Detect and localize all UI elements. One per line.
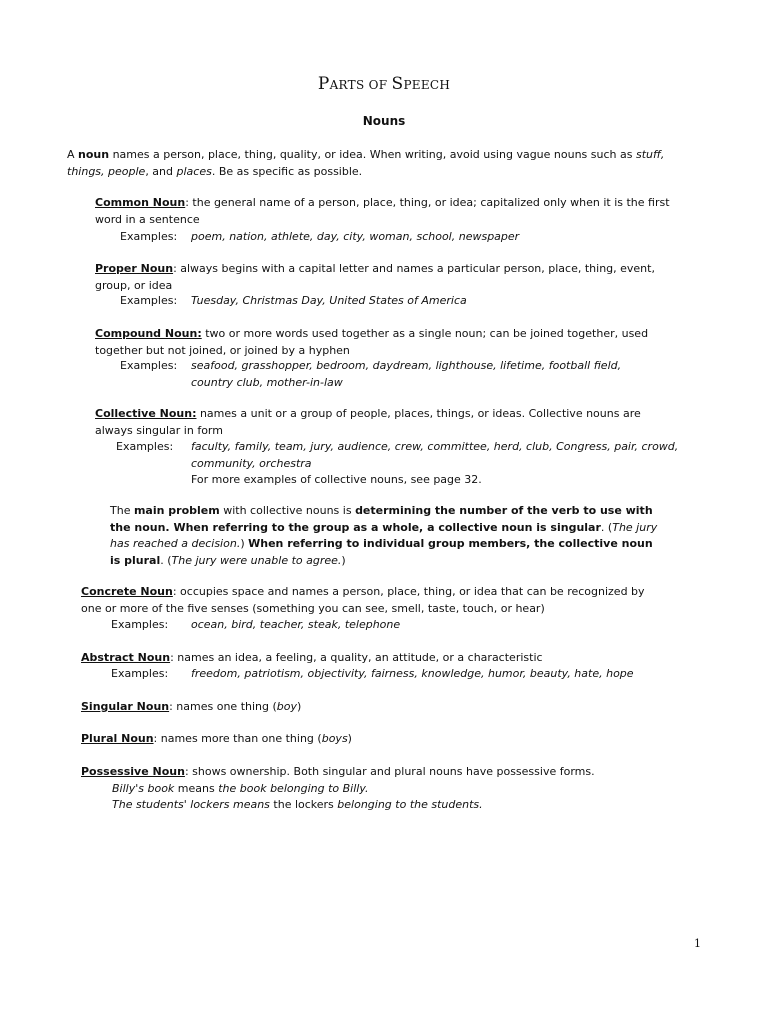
term-singular-noun: Singular Noun [81, 700, 170, 713]
section-heading: Nouns [362, 114, 406, 128]
intro-paragraph: A noun names a person, place, thing, quality, or idea. When writing, avoid using vague nouns such as stuff, things, people, and places. Be as specific as possible. [67, 148, 665, 178]
term-possessive-noun: Possessive Noun [81, 765, 185, 778]
compound-noun-examples: Examples: seafood, grasshopper, bedroom, daydream, lighthouse, lifetime, football field, country club, mother-in-law [120, 359, 622, 389]
singular-noun-entry: Singular Noun: names one thing (boy) [81, 700, 302, 713]
collective-noun-note: The main problem with collective nouns is determining the number of the verb to use with the noun. When referring to the group as a whole, a collective noun is singular. (The jury has reached a decision.) When referring to individual group members, the collective noun is plural. (The jury were unable to agree.) [110, 504, 658, 567]
proper-noun-entry: Proper Noun: always begins with a capital letter and names a particular person, place, thing, event, group, or idea [95, 262, 655, 292]
collective-noun-examples: Examples: faculty, family, team, jury, audience, crew, committee, herd, club, Congress, pair, crowd, community, orchestra For more examples of collective nouns, see page 32. [116, 440, 679, 486]
concrete-noun-entry: Concrete Noun: occupies space and names a person, place, thing, or idea that can be recognized by one or more of the five senses (something you can see, smell, taste, touch, or hear) [81, 585, 645, 615]
possessive-example-1: Billy's book means the book belonging to Billy. [112, 781, 369, 795]
term-abstract-noun: Abstract Noun [81, 651, 171, 664]
term-compound-noun: Compound Noun: [95, 327, 202, 340]
term-proper-noun: Proper Noun [95, 262, 174, 275]
concrete-noun-examples: Examples: ocean, bird, teacher, steak, telephone [111, 618, 401, 631]
abstract-noun-entry: Abstract Noun: names an idea, a feeling, a quality, an attitude, or a characteristic [81, 651, 543, 664]
term-plural-noun: Plural Noun [81, 732, 154, 745]
abstract-noun-examples: Examples: freedom, patriotism, objectivity, fairness, knowledge, humor, beauty, hate, hope [111, 667, 634, 680]
collective-noun-entry: Collective Noun: names a unit or a group of people, places, things, or ideas. Collective nouns are always singular in form [95, 407, 641, 437]
term-collective-noun: Collective Noun: [95, 407, 197, 420]
page-number: 1 [694, 937, 701, 950]
possessive-example-2: The students' lockers means the lockers belonging to the students. [112, 798, 483, 811]
common-noun-entry: Common Noun: the general name of a person, place, thing, or idea; capitalized only when it is the first word in a sentence [95, 196, 670, 226]
compound-noun-entry: Compound Noun: two or more words used together as a single noun; can be joined together, used together but not joined, or joined by a hyphen [95, 327, 649, 357]
term-concrete-noun: Concrete Noun [81, 585, 173, 598]
page-title: PARTS OF SPEECH [317, 74, 451, 94]
possessive-noun-entry: Possessive Noun: shows ownership. Both singular and plural nouns have possessive forms. Billy's book means the book belonging to Billy. The students' lockers means the lockers belonging to the students. [81, 764, 681, 814]
proper-noun-examples: Examples: Tuesday, Christmas Day, United States of America [120, 294, 467, 307]
plural-noun-entry: Plural Noun: names more than one thing (boys) [81, 732, 352, 745]
common-noun-examples: Examples: poem, nation, athlete, day, city, woman, school, newspaper [120, 230, 520, 243]
term-common-noun: Common Noun [95, 196, 186, 209]
